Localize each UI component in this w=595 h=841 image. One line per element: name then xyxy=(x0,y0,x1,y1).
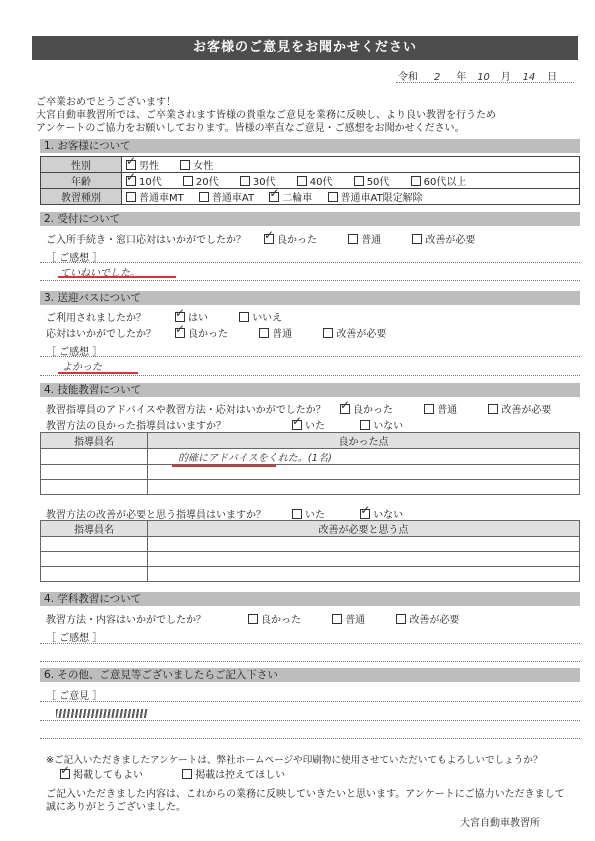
improve-instructor-yes-option[interactable] xyxy=(292,506,325,521)
gender-label: 性別 xyxy=(41,157,122,173)
intro-line: 大宮自動車教習所では、ご卒業されます皆様の貴重なご意見を業務に反映し、より良い教習を行うため xyxy=(36,110,496,121)
option-label: いた xyxy=(305,510,325,521)
checkbox-checked-icon[interactable] xyxy=(269,192,279,202)
option-label: はい xyxy=(188,313,208,324)
date-underline xyxy=(396,82,574,83)
table-row xyxy=(41,480,580,495)
good-points-text: 的確にアドバイスをくれた。(1名) xyxy=(178,453,332,464)
red-underline xyxy=(172,465,276,467)
checkbox-icon[interactable] xyxy=(360,420,370,430)
option-label: 掲載は控えてほしい xyxy=(195,770,286,781)
checkbox-icon[interactable] xyxy=(412,234,422,244)
checkbox-icon[interactable] xyxy=(488,404,498,414)
option-label: 良かった xyxy=(353,405,393,416)
checkbox-icon[interactable] xyxy=(180,160,190,170)
section-3-header: 3. 送迎バスについて xyxy=(40,291,580,305)
option-label: 普通 xyxy=(361,235,382,246)
classroom-options xyxy=(248,611,459,626)
good-points-cell[interactable] xyxy=(148,449,580,465)
option-label: 普通車MT xyxy=(139,193,184,204)
option-label: 良かった xyxy=(261,615,301,626)
checkbox-icon[interactable] xyxy=(182,769,192,779)
date-line xyxy=(398,68,557,83)
option-label: いいえ xyxy=(252,313,283,324)
classroom-normal-option[interactable] xyxy=(332,611,365,626)
date-day[interactable]: 14 xyxy=(522,72,536,83)
date-day-unit: 日 xyxy=(547,72,558,83)
improve-points-cell[interactable] xyxy=(148,567,580,582)
course-type-options xyxy=(122,189,580,205)
dotted-line xyxy=(40,262,580,263)
option-label: 60代以上 xyxy=(423,177,467,188)
dotted-line xyxy=(40,375,580,376)
closing-line: 誠にありがとうございました。 xyxy=(46,802,186,813)
checkbox-icon[interactable] xyxy=(297,176,307,186)
option-label: 改善が必要 xyxy=(501,405,552,416)
advice-good-option[interactable] xyxy=(340,401,393,416)
option-label: 10代 xyxy=(139,177,162,188)
instructor-name-cell[interactable] xyxy=(41,465,148,480)
age-label: 年齢 xyxy=(41,173,122,189)
option-label: 二輪車 xyxy=(282,193,313,204)
instructor-name-cell[interactable] xyxy=(41,567,148,582)
option-label: 普通 xyxy=(345,615,366,626)
age-options xyxy=(122,173,580,189)
checkbox-icon[interactable] xyxy=(292,509,302,519)
advice-improve-option[interactable] xyxy=(488,401,551,416)
bus-usage-question: ご利用されましたか？ xyxy=(46,313,146,324)
dotted-line xyxy=(40,738,580,739)
reception-improve-option[interactable] xyxy=(412,231,475,246)
dotted-line xyxy=(40,356,580,357)
checkbox-icon[interactable] xyxy=(199,192,209,202)
checkbox-checked-icon[interactable] xyxy=(264,234,274,244)
checkbox-icon[interactable] xyxy=(126,192,136,202)
instructor-name-header: 指導員名 xyxy=(41,521,148,537)
option-label: 40代 xyxy=(309,177,333,188)
reception-comment-text[interactable]: ていねいでした。 xyxy=(60,268,140,279)
checkbox-checked-icon[interactable] xyxy=(60,769,70,779)
intro-text xyxy=(36,96,581,135)
option-label: いない xyxy=(373,421,404,432)
section-1-header: 1. お客様について xyxy=(40,139,580,153)
closing-line: ご記入いただきました内容は、これからの業務に反映していきたいと思います。アンケートにご協力いただきまして xyxy=(46,789,565,800)
option-label: 改善が必要 xyxy=(336,329,387,340)
checkbox-icon[interactable] xyxy=(183,176,193,186)
crossed-out-handwriting xyxy=(56,709,148,718)
dotted-line xyxy=(40,720,580,721)
closing-text xyxy=(46,788,586,814)
gender-options xyxy=(122,157,580,173)
checkbox-checked-icon[interactable] xyxy=(360,509,370,519)
checkbox-icon[interactable] xyxy=(240,176,250,186)
reception-good-option[interactable] xyxy=(264,231,317,246)
dotted-line xyxy=(40,280,580,281)
opinion-comment-label: ［ ご意見 ］ xyxy=(46,691,103,702)
red-underline xyxy=(58,372,138,374)
instructor-name-cell[interactable] xyxy=(41,552,148,567)
age-50s-option[interactable] xyxy=(354,173,390,188)
intro-line: アンケートのご協力をお願いしております。皆様の率直なご意見・ご感想をお聞かせください。 xyxy=(36,123,465,134)
option-label: 普通 xyxy=(272,329,293,340)
option-label: 改善が必要 xyxy=(425,235,476,246)
checkbox-icon[interactable] xyxy=(396,614,406,624)
course-type-label: 教習種別 xyxy=(41,189,122,205)
instructor-name-cell[interactable] xyxy=(41,480,148,495)
option-label: 50代 xyxy=(366,177,390,188)
advice-normal-option[interactable] xyxy=(424,401,457,416)
table-row xyxy=(41,567,580,582)
table-header-row xyxy=(41,433,580,449)
bus-service-options xyxy=(175,325,386,340)
course-motorcycle-option[interactable] xyxy=(269,189,312,204)
customer-info-table xyxy=(40,156,580,205)
option-label: 掲載してもよい xyxy=(73,770,143,781)
table-header-row xyxy=(41,521,580,537)
improve-instructor-no-option[interactable] xyxy=(360,506,403,521)
section-5-header: 4. 学科教習について xyxy=(40,592,580,606)
good-points-header: 良かった点 xyxy=(148,433,580,449)
option-label: 普通 xyxy=(437,405,458,416)
option-label: いない xyxy=(373,510,404,521)
age-row xyxy=(41,173,580,189)
option-label: 20代 xyxy=(195,177,219,188)
bus-no-option[interactable] xyxy=(239,309,282,324)
gender-female-option[interactable] xyxy=(180,157,213,172)
bus-improve-option[interactable] xyxy=(323,325,386,340)
bus-service-question: 応対はいかがでしたか？ xyxy=(46,329,156,340)
option-label: 普通車AT限定解除 xyxy=(340,193,423,204)
instructor-name-cell[interactable] xyxy=(41,537,148,552)
improve-instructor-table xyxy=(40,520,580,582)
improve-instructor-question: 教習方法の改善が必要と思う指導員はいますか？ xyxy=(46,510,266,521)
checkbox-icon[interactable] xyxy=(239,312,249,322)
checkbox-icon[interactable] xyxy=(332,614,342,624)
course-type-row xyxy=(41,189,580,205)
reception-normal-option[interactable] xyxy=(348,231,381,246)
good-instructor-question: 教習方法の良かった指導員はいますか？ xyxy=(46,421,226,432)
good-instructor-options xyxy=(292,417,403,432)
date-era: 令和 xyxy=(398,72,418,83)
good-instructor-no-option[interactable] xyxy=(360,417,403,432)
course-at-release-option[interactable] xyxy=(328,189,423,204)
good-points-cell[interactable] xyxy=(148,480,580,495)
bus-comment-text[interactable]: よかった xyxy=(62,362,102,373)
age-10s-option[interactable] xyxy=(126,173,162,188)
checkbox-checked-icon[interactable] xyxy=(175,328,185,338)
checkbox-icon[interactable] xyxy=(348,234,358,244)
red-underline xyxy=(58,276,176,278)
option-label: 改善が必要 xyxy=(409,615,460,626)
section-6-header: 6. その他、ご意見等ございましたらご記入下さい xyxy=(40,668,580,682)
publish-options xyxy=(60,766,285,781)
option-label: 良かった xyxy=(188,329,228,340)
option-label: いた xyxy=(305,421,325,432)
checkbox-icon[interactable] xyxy=(411,176,421,186)
classroom-good-option[interactable] xyxy=(248,611,301,626)
option-label: 普通車AT xyxy=(211,193,255,204)
checkbox-icon[interactable] xyxy=(248,614,258,624)
reception-question: ご入所手続き・窓口応対はいかがでしたか？ xyxy=(46,235,246,246)
school-signature: 大宮自動車教習所 xyxy=(460,818,540,829)
good-instructor-yes-option[interactable] xyxy=(292,417,325,432)
bus-usage-options xyxy=(175,309,282,324)
option-label: 30代 xyxy=(252,177,276,188)
improve-points-header: 改善が必要と思う点 xyxy=(148,521,580,537)
table-row xyxy=(41,465,580,480)
dotted-line xyxy=(40,701,580,702)
checkbox-icon[interactable] xyxy=(259,328,269,338)
option-label: 男性 xyxy=(139,161,159,172)
classroom-question: 教習方法・内容はいかがでしたか？ xyxy=(46,615,206,626)
table-row xyxy=(41,537,580,552)
checkbox-icon[interactable] xyxy=(354,176,364,186)
dotted-line xyxy=(40,661,580,662)
publish-decline-option[interactable] xyxy=(182,766,285,781)
checkbox-icon[interactable] xyxy=(323,328,333,338)
improve-points-cell[interactable] xyxy=(148,537,580,552)
publish-question: ※ご記入いただきましたアンケートは、弊社ホームページや印刷物に使用させていただいてもよろしいでしょうか？ xyxy=(46,755,543,766)
improve-points-cell[interactable] xyxy=(148,552,580,567)
form-title: お客様のご意見をお聞かせください xyxy=(32,36,578,60)
gender-row xyxy=(41,157,580,173)
instructor-advice-options xyxy=(340,401,551,416)
good-instructor-table xyxy=(40,432,580,495)
date-month-unit: 月 xyxy=(500,72,511,83)
table-row xyxy=(41,552,580,567)
checkbox-checked-icon[interactable] xyxy=(292,420,302,430)
age-40s-option[interactable] xyxy=(297,173,333,188)
age-60s-option[interactable] xyxy=(411,173,467,188)
publish-ok-option[interactable] xyxy=(60,766,143,781)
instructor-advice-question: 教習指導員のアドバイスや教習方法・応対はいかがでしたか？ xyxy=(46,405,326,416)
classroom-improve-option[interactable] xyxy=(396,611,459,626)
date-month[interactable]: 10 xyxy=(477,72,490,83)
age-20s-option[interactable] xyxy=(183,173,219,188)
classroom-comment-label: ［ ご感想 ］ xyxy=(46,633,103,644)
date-year-unit: 年 xyxy=(456,72,467,83)
dotted-line xyxy=(40,643,580,644)
section-4-header: 4. 技能教習について xyxy=(40,383,580,397)
checkbox-icon[interactable] xyxy=(424,404,434,414)
checkbox-icon[interactable] xyxy=(328,192,338,202)
reception-comment-label: ［ ご感想 ］ xyxy=(46,253,103,264)
checkbox-checked-icon[interactable] xyxy=(340,404,350,414)
option-label: 良かった xyxy=(277,235,317,246)
table-row xyxy=(41,449,580,465)
option-label: 女性 xyxy=(193,161,214,172)
instructor-name-cell[interactable] xyxy=(41,449,148,465)
instructor-name-header: 指導員名 xyxy=(41,433,148,449)
checkbox-checked-icon[interactable] xyxy=(126,160,136,170)
date-year[interactable]: 2 xyxy=(434,72,441,83)
bus-normal-option[interactable] xyxy=(259,325,292,340)
course-at-option[interactable] xyxy=(199,189,254,204)
checkbox-checked-icon[interactable] xyxy=(126,176,136,186)
reception-options xyxy=(264,231,475,246)
improve-instructor-options xyxy=(292,506,403,521)
section-2-header: 2. 受付について xyxy=(40,212,580,226)
bus-comment-label: ［ ご感想 ］ xyxy=(46,347,103,358)
bus-good-option[interactable] xyxy=(175,325,228,340)
checkbox-checked-icon[interactable] xyxy=(175,312,185,322)
course-mt-option[interactable] xyxy=(126,189,184,204)
intro-line: ご卒業おめでとうございます！ xyxy=(36,97,176,108)
